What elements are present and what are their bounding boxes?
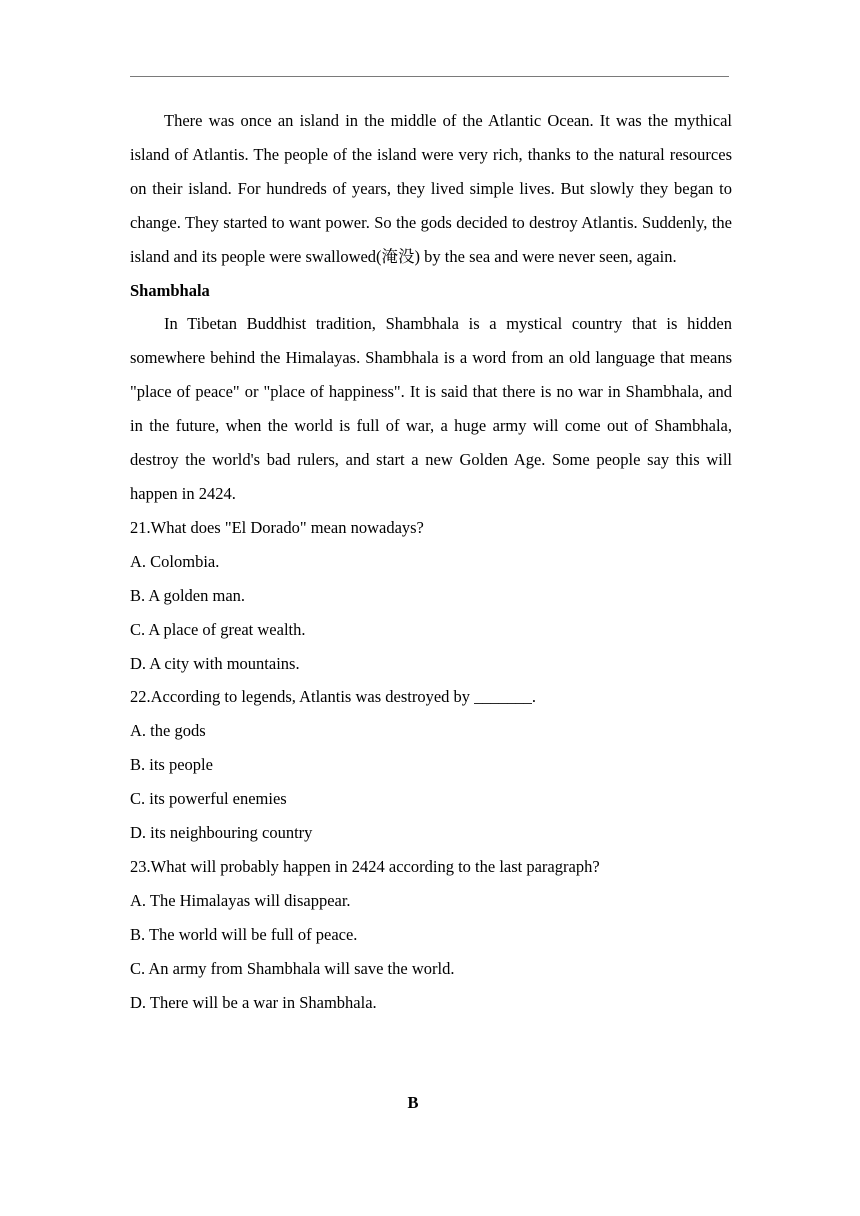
answer-option: C. A place of great wealth.: [130, 619, 306, 639]
answer-option: B. A golden man.: [130, 585, 246, 605]
answer-option: C. its powerful enemies: [130, 789, 287, 809]
question-23: [130, 850, 732, 1020]
answer-option: B. The world will be full of peace.: [130, 924, 358, 944]
question-stem: 23.What will probably happen in 2424 according to the last paragraph?: [130, 856, 600, 876]
question-21: [130, 511, 732, 681]
answer-option: A. The Himalayas will disappear.: [130, 890, 351, 910]
answer-option: B. its people: [130, 755, 213, 775]
question-stem: 21.What does "El Dorado" mean nowadays?: [130, 517, 424, 537]
atlantis-paragraph: There was once an island in the middle of the Atlantic Ocean. It was the mythical island of Atlantis. The people of the island were very rich, thanks to the natural resources on their island. For hundreds of years, they lived simple lives. But slowly they began to change. They started to want power. So the gods decided to destroy Atlantis. Suddenly, the island and its people were swallowed(淹没) by the sea and were never seen, again.: [130, 111, 732, 266]
question-stem: 22.According to legends, Atlantis was destroyed by _______.: [130, 687, 537, 707]
question-22: [130, 680, 732, 850]
answer-option: A. Colombia.: [130, 551, 220, 571]
answer-option: D. its neighbouring country: [130, 823, 313, 843]
answer-option: C. An army from Shambhala will save the world.: [130, 958, 455, 978]
shambhala-paragraph: In Tibetan Buddhist tradition, Shambhala is a mystical country that is hidden somewhere behind the Himalayas. Shambhala is a word from an old language that means "place of peace" or "place of happiness". It is said that there is no war in Shambhala, and in the future, when the world is full of war, a huge army will come out of Shambhala, destroy the world's bad rulers, and start a new Golden Age. Some people say this will happen in 2424.: [130, 314, 732, 503]
answer-option: A. the gods: [130, 721, 206, 741]
page-content: [130, 104, 732, 1019]
shambhala-heading: Shambhala: [130, 280, 210, 300]
answer-option: D. There will be a war in Shambhala.: [130, 992, 377, 1012]
header-rule: [130, 76, 729, 77]
answer-option: D. A city with mountains.: [130, 653, 300, 673]
section-heading-b: B: [407, 1093, 419, 1112]
